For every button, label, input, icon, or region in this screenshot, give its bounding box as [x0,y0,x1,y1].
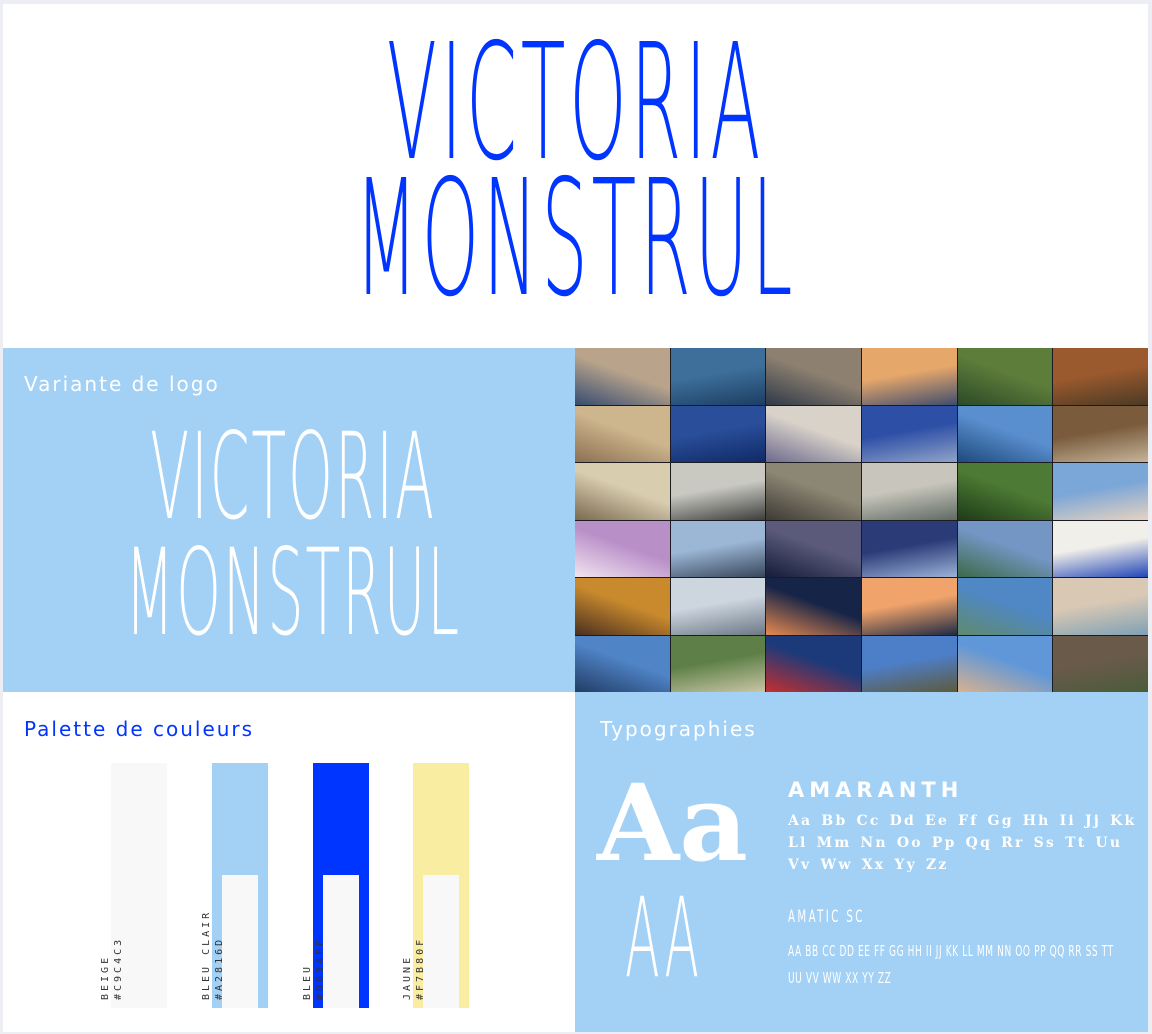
photo-tile [862,636,957,693]
swatch-label: JAUNE #F7B80F [402,936,426,1000]
photo-tile [958,578,1053,635]
photo-tile [1053,348,1148,405]
font1-big-sample: Aa [597,760,748,885]
swatch-chip [222,875,258,1008]
photo-tile [1053,578,1148,635]
photo-image [1053,348,1148,405]
photo-tile [958,406,1053,463]
font1-name: AMARANTH [788,778,964,802]
photo-image [1053,406,1148,463]
photo-image [1053,578,1148,635]
variant-logo-line-2: MONSTRUL [125,523,461,663]
photo-tile [575,348,670,405]
photo-image [671,463,766,520]
photo-tile [671,348,766,405]
photo-image [1053,463,1148,520]
photo-image [671,521,766,578]
color-palette-panel [3,692,575,1032]
photo-image [862,521,957,578]
logo-line-2: MONSTRUL [354,144,797,333]
photo-image [575,406,670,463]
swatch-chip [423,875,459,1008]
photo-image [575,348,670,405]
photo-tile [575,406,670,463]
logo-variant-panel [3,348,575,692]
photo-tile [862,348,957,405]
photo-image [862,406,957,463]
photo-image [1053,636,1148,693]
photo-mosaic [575,348,1148,692]
photo-image [862,578,957,635]
photo-tile [1053,406,1148,463]
photo-tile [862,406,957,463]
photo-image [766,406,861,463]
swatch-bleu [302,763,369,1008]
swatch-bleu-clair [201,763,268,1008]
swatch-label: BLEU CLAIR #A2816D [201,909,225,1000]
photo-tile [958,463,1053,520]
swatch-label: BLEU #0034FF [302,936,326,1000]
photo-tile [671,406,766,463]
photo-image [862,463,957,520]
font2-alphabet: AA BB CC DD EE FF GG HH II JJ KK LL MM NN OO PP QQ RR SS TT UU VV WW XX YY ZZ [788,942,1114,987]
photo-image [862,636,957,693]
typography-title: Typographies [600,717,757,741]
photo-image [958,636,1053,693]
photo-image [575,521,670,578]
photo-tile [766,406,861,463]
photo-tile [575,578,670,635]
photo-image [766,521,861,578]
photo-image [766,348,861,405]
swatch-beige [100,763,167,1008]
photo-tile [958,348,1053,405]
photo-image [1053,521,1148,578]
photo-image [575,463,670,520]
photo-image [766,578,861,635]
photo-tile [671,636,766,693]
main-logo [3,4,1148,348]
typography-panel [575,692,1148,1032]
photo-image [575,636,670,693]
photo-tile [862,521,957,578]
variant-logo-line-1: VICTORIA [150,407,436,547]
photo-tile [1053,521,1148,578]
photo-image [862,348,957,405]
logo-variant-title: Variante de logo [24,372,220,396]
photo-tile [766,578,861,635]
palette-title: Palette de couleurs [24,717,255,741]
photo-tile [766,636,861,693]
font2-big-sample: AA [625,874,703,1003]
photo-image [671,348,766,405]
photo-tile [766,463,861,520]
photo-tile [671,578,766,635]
photo-image [575,578,670,635]
photo-image [958,406,1053,463]
photo-tile [766,348,861,405]
swatch-jaune [402,763,469,1008]
photo-image [958,463,1053,520]
font1-alphabet: Aa Bb Cc Dd Ee Ff Gg Hh Ii Jj Kk Ll Mm Nn Oo Pp Qq Rr Ss Tt Uu Vv Ww Xx Yy Zz [788,813,1137,873]
photo-tile [862,463,957,520]
photo-tile [671,463,766,520]
photo-tile [1053,463,1148,520]
photo-image [958,578,1053,635]
photo-tile [575,463,670,520]
photo-image [671,636,766,693]
photo-image [671,578,766,635]
photo-image [958,521,1053,578]
swatch-label: BEIGE #C9C4C3 [100,936,124,1000]
photo-tile [958,521,1053,578]
photo-tile [1053,636,1148,693]
swatch-chip [121,875,157,1008]
photo-tile [862,578,957,635]
font2-name: AMATIC SC [788,907,865,927]
brand-board [3,4,1148,1032]
logo-line-1: VICTORIA [386,8,765,197]
photo-tile [671,521,766,578]
photo-tile [575,636,670,693]
swatch-chip [323,875,359,1008]
photo-tile [958,636,1053,693]
photo-tile [766,521,861,578]
photo-image [766,636,861,693]
photo-image [766,463,861,520]
photo-tile [575,521,670,578]
photo-image [958,348,1053,405]
photo-image [671,406,766,463]
